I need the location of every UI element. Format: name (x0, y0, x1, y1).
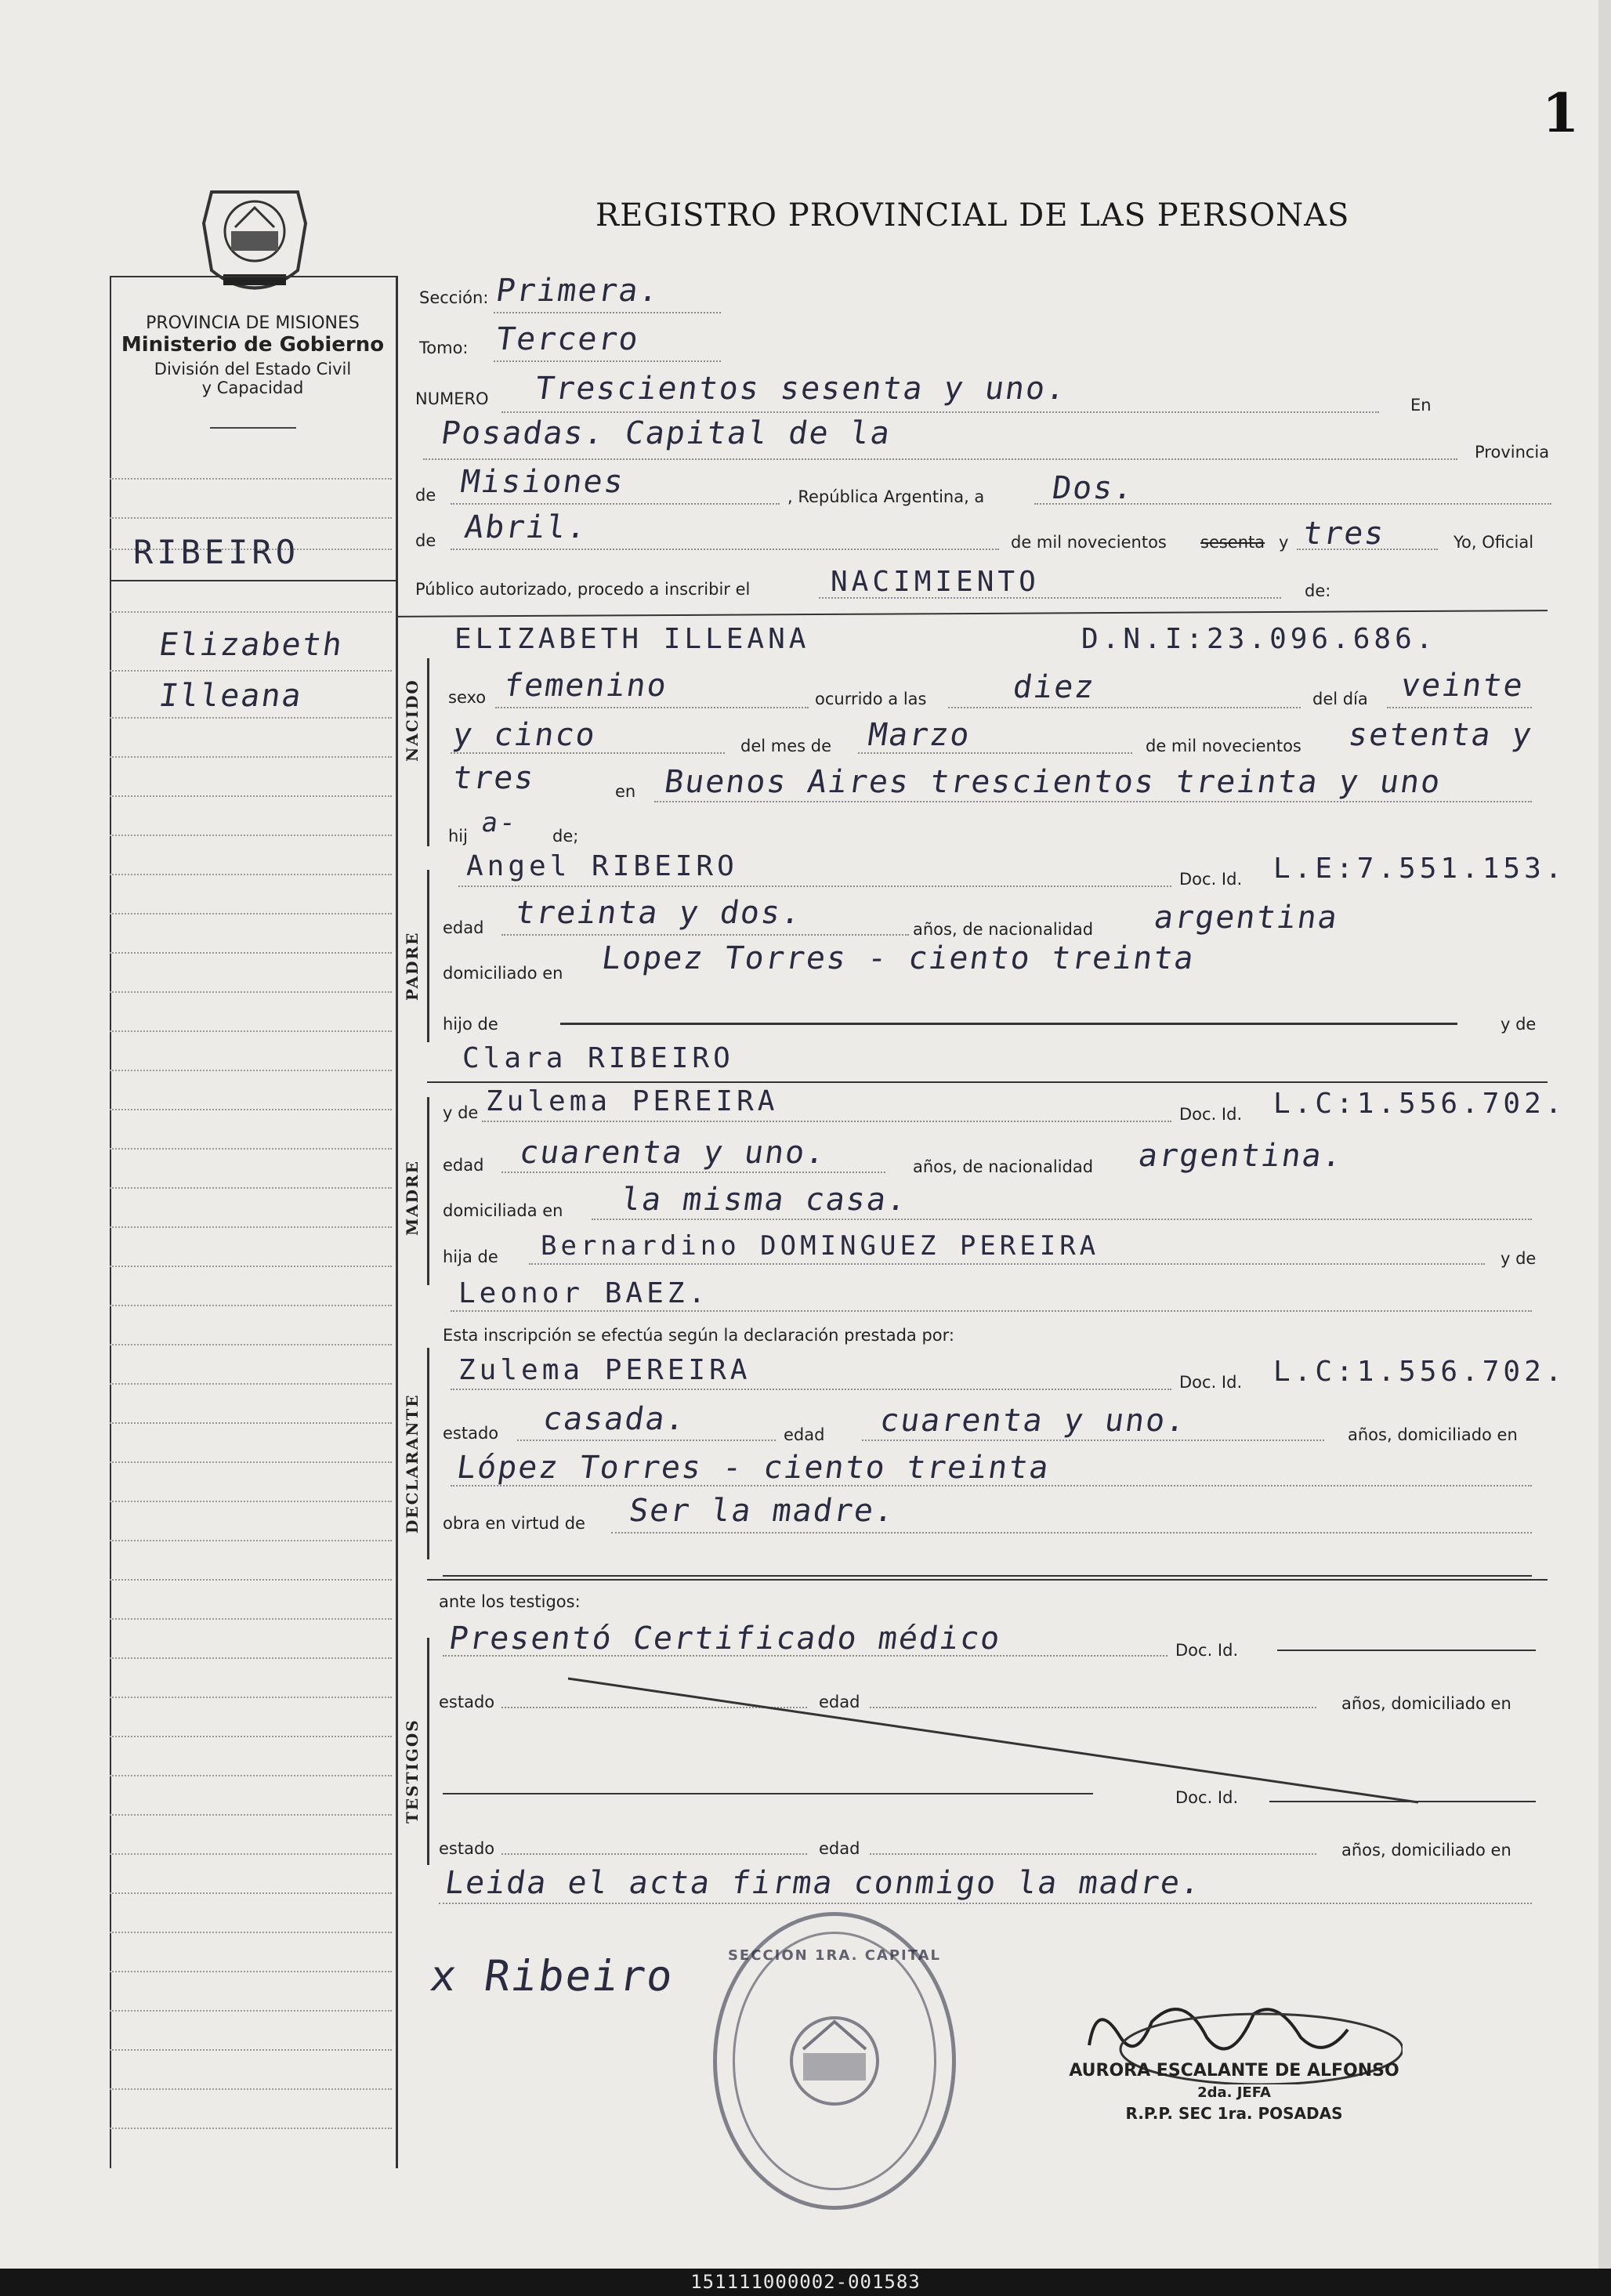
official-stamp (713, 1912, 956, 2210)
ruled-line (110, 952, 392, 954)
left-border (110, 276, 111, 2168)
value-lugar-nac: Buenos Aires trescientos treinta y uno (662, 764, 1444, 800)
dotted-rule (458, 885, 1171, 887)
dotted-rule (819, 597, 1281, 599)
ruled-line (110, 1187, 392, 1189)
label-publico: Público autorizado, procedo a inscribir el (415, 580, 751, 599)
value-tomo: Tercero (494, 321, 643, 357)
dotted-rule (862, 1440, 1324, 1441)
officer-signature-block (1066, 1983, 1403, 2155)
label-obra: obra en virtud de (443, 1514, 585, 1533)
dotted-rule (858, 752, 1132, 754)
value-madre-nacionalidad: argentina. (1136, 1138, 1346, 1174)
value-numero: Trescientos sesenta y uno. (533, 371, 1070, 407)
document-title: REGISTRO PROVINCIAL DE LAS PERSONAS (596, 197, 1350, 234)
value-padre-madre: Clara RIBEIRO (462, 1042, 734, 1074)
ruled-line (110, 1148, 392, 1150)
label-anos-dom-testigo-1: años, domiciliado en (1341, 1694, 1511, 1713)
ruled-line (110, 1853, 392, 1855)
ruled-line (110, 1579, 392, 1581)
value-padre-nombre: Angel RIBEIRO (466, 850, 738, 882)
value-hora: diez (1011, 669, 1098, 705)
office-line-4: y Capacidad (201, 378, 304, 397)
margin-surname: RIBEIRO (133, 533, 300, 571)
value-dni: D.N.I:23.096.686. (1081, 623, 1437, 655)
section-bracket (427, 1348, 429, 1559)
label-del-dia: del día (1312, 690, 1368, 708)
ruled-line (110, 1892, 392, 1894)
dotted-rule (451, 503, 780, 505)
label-en-lugar: en (615, 782, 636, 801)
ruled-line (110, 874, 392, 875)
value-declarante-virtud: Ser la madre. (627, 1493, 898, 1529)
label-edad-declarante: edad (784, 1425, 825, 1444)
label-domiciliada: domiciliada en (443, 1201, 563, 1220)
label-doc-padre: Doc. Id. (1179, 870, 1243, 889)
label-edad-testigo-1: edad (819, 1693, 860, 1711)
label-inscripcion: Esta inscripción se efectúa según la declaración prestada por: (443, 1326, 954, 1345)
label-doc-declarante: Doc. Id. (1179, 1373, 1243, 1392)
label-numero: NUMERO (415, 389, 489, 408)
label-de-hij: de; (552, 827, 579, 846)
ruled-line (110, 835, 392, 836)
value-padre-domicilio: Lopez Torres - ciento treinta (599, 940, 1197, 976)
label-estado-testigo-1: estado (439, 1693, 495, 1711)
value-seccion: Primera. (494, 273, 663, 309)
value-madre-nombre: Zulema PEREIRA (486, 1085, 779, 1117)
value-madre-madre: Leonor BAEZ. (458, 1277, 710, 1309)
value-madre-domicilio: la misma casa. (619, 1182, 910, 1218)
margin-given-1: Elizabeth (157, 627, 346, 663)
office-line-3: División del Estado Civil (154, 360, 352, 378)
stamp-emblem-icon (717, 1916, 952, 2206)
ruled-line (110, 670, 392, 672)
ruled-line (110, 517, 392, 519)
value-acto: NACIMIENTO (831, 566, 1040, 598)
header-rule (210, 427, 296, 429)
dotted-rule (439, 1903, 1532, 1904)
dotted-rule (501, 1172, 885, 1173)
label-de-acto: de: (1305, 581, 1331, 600)
office-line-2: Ministerio de Gobierno (121, 333, 385, 357)
page-edge (1598, 0, 1611, 2269)
section-bracket (427, 1638, 429, 1865)
label-doc-madre: Doc. Id. (1179, 1105, 1243, 1124)
footer-id: 151111000002-001583 (0, 2269, 1611, 2296)
dotted-rule (517, 1440, 776, 1441)
value-dia: Dos. (1050, 470, 1137, 506)
ruled-line (110, 1070, 392, 1071)
dotted-rule (451, 1485, 1532, 1487)
ruled-line (110, 2088, 392, 2090)
label-ante: ante los testigos: (439, 1592, 581, 1611)
strikeout-line (443, 1793, 1093, 1794)
ruled-line (110, 478, 392, 480)
dotted-rule (529, 1263, 1485, 1265)
dotted-rule (494, 360, 721, 362)
label-estado-testigo-2: estado (439, 1839, 495, 1858)
value-declarante-estado: casada. (541, 1401, 690, 1437)
value-declarante-nombre: Zulema PEREIRA (458, 1354, 751, 1386)
value-dia-nac-2: y cinco (451, 717, 599, 753)
label-sexo: sexo (448, 688, 487, 707)
dotted-rule (654, 801, 1532, 802)
value-declarante-edad: cuarenta y uno. (878, 1403, 1189, 1439)
dotted-rule (451, 1310, 1532, 1312)
label-en: En (1410, 396, 1432, 415)
value-nombre: ELIZABETH ILLEANA (454, 623, 810, 655)
dotted-rule (592, 1219, 1532, 1220)
value-padre-nacionalidad: argentina (1152, 900, 1341, 936)
label-republica: , República Argentina, a (787, 487, 985, 506)
stamp-text: SECCION 1RA. CAPITAL (727, 1947, 942, 1964)
label-anos-dom-testigo-2: años, domiciliado en (1341, 1841, 1511, 1860)
left-top-rule (110, 276, 396, 277)
ruled-line (110, 1226, 392, 1228)
value-anio: tres (1301, 516, 1388, 552)
ruled-line (110, 1618, 392, 1620)
section-label-declarante: DECLARANTE (403, 1393, 422, 1534)
label-de-mil: de mil novecientos (1011, 533, 1167, 552)
value-declarante-doc: L.C:1.556.702. (1273, 1356, 1566, 1388)
label-y-de-madre-prefix: y de (443, 1103, 479, 1122)
label-seccion: Sección: (419, 288, 489, 307)
value-madre-doc: L.C:1.556.702. (1273, 1088, 1566, 1120)
dotted-rule (495, 707, 809, 708)
value-lugar: Posadas. Capital de la (439, 415, 894, 451)
dotted-rule (1297, 549, 1438, 550)
main-divider (396, 276, 398, 2168)
label-de-mes: de (415, 531, 436, 550)
label-de: de (415, 486, 436, 505)
dotted-rule (443, 1655, 1168, 1657)
label-anos-nac-madre: años, de nacionalidad (913, 1157, 1094, 1176)
value-anio-nac: setenta y (1346, 717, 1536, 753)
section-bracket (427, 658, 429, 846)
seal-emblem-icon (196, 176, 313, 302)
value-mes-nac: Marzo (866, 717, 973, 753)
ruled-line (110, 1657, 392, 1659)
value-anio-nac-2: tres (451, 760, 538, 796)
label-doc-testigo-2: Doc. Id. (1175, 1788, 1239, 1807)
strikeout-line (1269, 1801, 1536, 1802)
ruled-line (110, 1814, 392, 1816)
section-label-padre: PADRE (403, 931, 422, 1001)
ruled-line (110, 1344, 392, 1345)
ruled-line (110, 717, 392, 719)
section-label-madre: MADRE (403, 1160, 422, 1236)
section-rule (427, 1579, 1548, 1581)
label-de-mil-nov: de mil novecientos (1146, 737, 1301, 755)
margin-given-2: Illeana (157, 678, 306, 714)
strikeout-line (560, 1023, 1457, 1025)
label-hijo-de: hijo de (443, 1015, 498, 1034)
section-label-testigos: TESTIGOS (403, 1718, 422, 1823)
office-line-1: PROVINCIA DE MISIONES (146, 313, 360, 333)
label-anos-nac-padre: años, de nacionalidad (913, 920, 1094, 939)
ruled-line (110, 1971, 392, 1972)
label-edad-padre: edad (443, 918, 484, 937)
page-number: 1 (1542, 82, 1580, 145)
ruled-line (110, 1422, 392, 1424)
value-madre-edad: cuarenta y uno. (517, 1135, 829, 1171)
value-provincia: Misiones (458, 464, 628, 500)
officer-name: AURORA ESCALANTE DE ALFONSO (1069, 2061, 1399, 2081)
dotted-rule (501, 1853, 807, 1855)
section-bracket (427, 870, 429, 1042)
label-sesenta: sesenta (1200, 533, 1265, 552)
ruled-line (110, 1030, 392, 1032)
section-rule (396, 610, 1548, 617)
officer-office: R.P.P. SEC 1ra. POSADAS (1125, 2104, 1343, 2123)
value-testigos-cierre: Leida el acta firma conmigo la madre. (443, 1865, 1204, 1901)
ruled-line (110, 1383, 392, 1385)
value-declarante-domicilio: López Torres - ciento treinta (454, 1450, 1052, 1486)
value-dia-nac: veinte (1399, 668, 1526, 704)
value-padre-doc: L.E:7.551.153. (1273, 853, 1566, 885)
label-domiciliado: domiciliado en (443, 964, 563, 983)
strikeout-line (443, 1575, 1532, 1577)
strikeout-line (1277, 1650, 1536, 1651)
label-ocurrido: ocurrido a las (815, 690, 927, 708)
label-hija-de: hija de (443, 1248, 498, 1266)
ruled-line (110, 1540, 392, 1541)
value-testigos-nota: Presentó Certificado médico (447, 1621, 1004, 1657)
dotted-rule (501, 934, 909, 936)
ruled-line (110, 2128, 392, 2129)
value-madre-padre: Bernardino DOMINGUEZ PEREIRA (541, 1230, 1100, 1262)
dotted-rule (451, 549, 999, 550)
label-y-de-padre: y de (1501, 1015, 1537, 1034)
surname-underline (110, 580, 396, 581)
dotted-rule (948, 707, 1301, 708)
ruled-line (110, 1501, 392, 1502)
ruled-line (110, 1266, 392, 1267)
dotted-rule (1034, 503, 1551, 505)
label-tomo: Tomo: (419, 339, 469, 357)
label-provincia: Provincia (1475, 443, 1550, 462)
ruled-line (110, 1697, 392, 1698)
ruled-line (110, 913, 392, 914)
province-seal (196, 176, 313, 302)
dotted-rule (611, 1532, 1532, 1534)
value-hij-suffix: a- (480, 807, 520, 838)
signature-ribeiro: x Ribeiro (427, 1951, 678, 2001)
section-bracket (427, 1097, 429, 1285)
label-hij: hij (448, 827, 468, 846)
value-sexo: femenino (501, 668, 671, 704)
label-edad-testigo-2: edad (819, 1839, 860, 1858)
label-y: y (1279, 533, 1289, 552)
ruled-line (110, 1461, 392, 1463)
ruled-line (110, 1932, 392, 1933)
section-rule (427, 1081, 1548, 1083)
dotted-rule (451, 1389, 1171, 1390)
ruled-line (110, 1109, 392, 1110)
ruled-line (110, 1305, 392, 1306)
dotted-rule (423, 458, 1457, 460)
ruled-line (110, 2010, 392, 2012)
ruled-line (110, 795, 392, 797)
ruled-line (110, 756, 392, 758)
value-mes: Abril. (462, 509, 590, 545)
dotted-rule (501, 411, 1379, 413)
dotted-rule (1387, 707, 1532, 708)
office-header (110, 313, 396, 397)
value-padre-edad: treinta y dos. (513, 895, 805, 931)
ruled-line (110, 611, 392, 613)
label-y-de-madre: y de (1501, 1249, 1537, 1268)
diagonal-strikeout (439, 1669, 1536, 1810)
ruled-line (110, 1736, 392, 1737)
label-doc-testigo-1: Doc. Id. (1175, 1641, 1239, 1660)
dotted-rule (451, 752, 725, 754)
dotted-rule (870, 1853, 1316, 1855)
dotted-rule (482, 1121, 1171, 1122)
ruled-line (110, 991, 392, 993)
label-estado-declarante: estado (443, 1424, 499, 1443)
dotted-rule (494, 312, 721, 313)
ruled-line (110, 2049, 392, 2051)
ruled-line (110, 1775, 392, 1776)
label-anos-dom-declarante: años, domiciliado en (1348, 1425, 1518, 1444)
officer-title: 2da. JEFA (1197, 2084, 1271, 2101)
label-del-mes: del mes de (740, 737, 832, 755)
label-yo-oficial: Yo, Oficial (1454, 533, 1534, 552)
label-edad-madre: edad (443, 1156, 484, 1175)
section-label-nacido: NACIDO (403, 679, 422, 762)
